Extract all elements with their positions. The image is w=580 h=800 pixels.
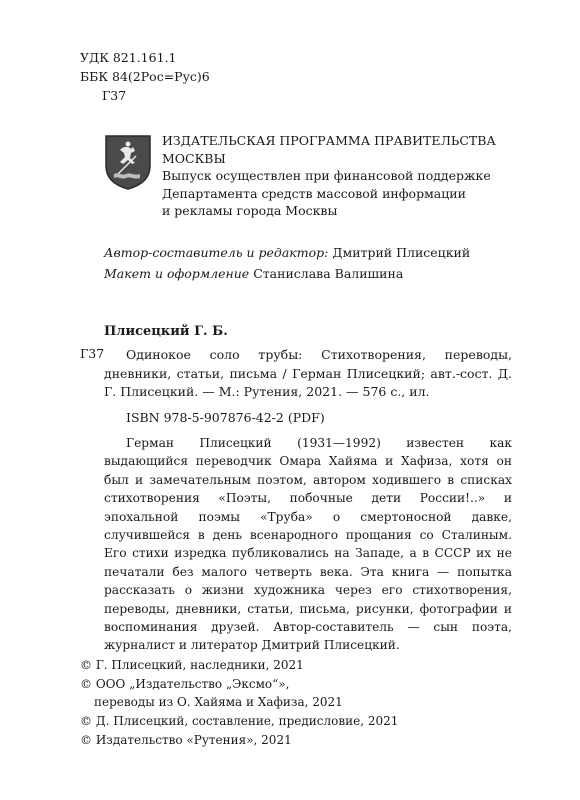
- editor-credit: [104, 242, 470, 263]
- copyright-2-cont: переводы из О. Хайяма и Хафиза, 2021: [94, 695, 343, 710]
- moscow-coat-of-arms-icon: [104, 134, 152, 190]
- layout-label: Макет и оформление: [104, 266, 250, 281]
- layout-credit: [104, 263, 470, 284]
- program-line-3: Департамента средств массовой информации: [162, 185, 466, 201]
- layout-name: Станислава Валишина: [253, 266, 404, 281]
- udk-code: УДК 821.161.1: [80, 50, 177, 65]
- copyright-block: [80, 656, 398, 750]
- copyright-3: © Д. Плисецкий, составление, предисловие, 2021: [80, 714, 399, 729]
- government-program-text: [162, 132, 532, 220]
- editor-name: Дмитрий Плисецкий: [332, 245, 471, 260]
- classification-codes: [80, 48, 210, 105]
- bbk-code: ББК 84(2Рос=Рус)6: [80, 69, 210, 84]
- copyright-4: © Издательство «Рутения», 2021: [80, 732, 292, 747]
- annotation: Герман Плисецкий (1931—1992) известен как выдающийся переводчик Омара Хайяма и Хафиза, хотя он был и замечательным поэтом, автором ходившего в списках стихотворения «Поэты, побочные дети России!..» и эпохальной поэмы «Труба» о смертоносной давке, случившейся в день всенародного прощания со Сталиным. Его стихи изредка публиковались на Западе, а в СССР их не печатали без малого четверть века. Эта книга — попытка рассказать о жизни художника через его стихотворения, переводы, дневники, статьи, письма, рисунки, фотографии и воспоминания друзей. Автор-составитель — сын поэта, журналист и литератор Дмитрий Плисецкий.: [104, 436, 512, 653]
- copyright-1: © Г. Плисецкий, наследники, 2021: [80, 658, 304, 672]
- credits: [104, 242, 470, 284]
- copyright-2: © ООО „Издательство „Эксмо“»,: [80, 676, 290, 691]
- record-description: Одинокое соло трубы: Стихотворения, переводы, дневники, статьи, письма / Герман Плисецкий; авт.-сост. Д. Г. Плисецкий. — М.: Рутения, 2021. — 576 с., ил.: [104, 347, 512, 399]
- program-line-2: Выпуск осуществлен при финансовой поддержке: [162, 168, 491, 183]
- program-line-4: и рекламы города Москвы: [162, 203, 338, 218]
- record-author: Плисецкий Г. Б.: [104, 324, 228, 339]
- editor-label: Автор-составитель и редактор:: [104, 245, 329, 260]
- author-mark: Г37: [102, 88, 127, 103]
- record-mark: Г37: [80, 346, 105, 361]
- isbn: ISBN 978-5-907876-42-2 (PDF): [126, 410, 325, 425]
- program-title: ИЗДАТЕЛЬСКАЯ ПРОГРАММА ПРАВИТЕЛЬСТВА МОСКВЫ: [162, 133, 496, 166]
